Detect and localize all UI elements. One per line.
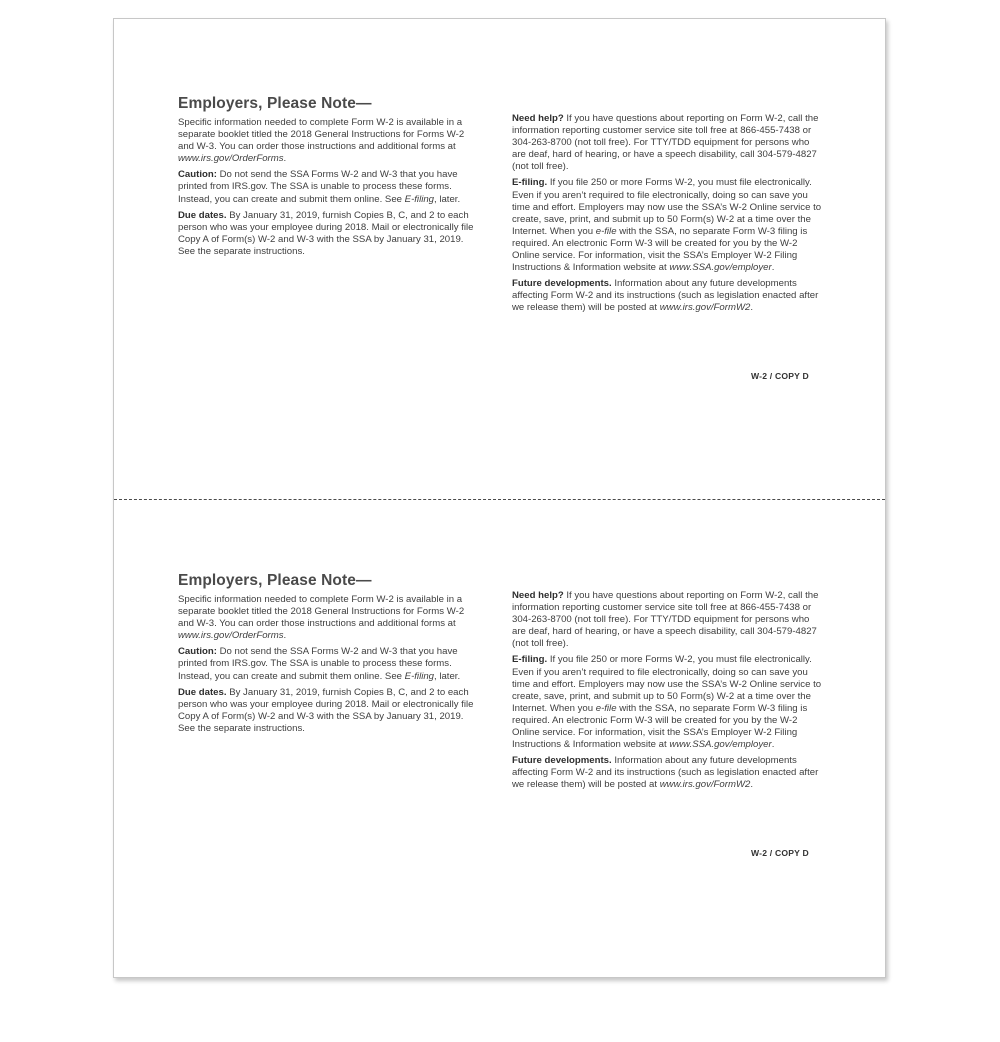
- efile-term: e-file: [595, 225, 617, 237]
- future-developments-paragraph: [512, 278, 822, 314]
- future-developments-label: Future developments.: [512, 755, 612, 767]
- efiling-paragraph: [512, 654, 822, 751]
- due-dates-label: Due dates.: [178, 209, 227, 221]
- caution-paragraph: [178, 169, 476, 205]
- order-forms-link: www.irs.gov/OrderForms: [178, 630, 284, 642]
- caution-text: Do not send the SSA Forms W-2 and W-3 that you have printed from IRS.gov. The SSA is unable to process these forms. Instead, you can create and submit them online. See: [178, 646, 458, 682]
- need-help-label: Need help?: [512, 590, 564, 601]
- perforation-line: [114, 499, 885, 500]
- form-sheet: [113, 18, 886, 978]
- efiling-text-continued: with the SSA, no separate Form W-3 filing is required. An electronic Form W-3 will be created for you by the W-2 Online service. For information, visit the SSA’s Employer W-2 Filing Instructions & Information website at: [512, 225, 808, 274]
- efiling-end: .: [771, 739, 775, 751]
- efiling-text-continued: with the SSA, no separate Form W-3 filing is required. An electronic Form W-3 will be created for you by the W-2 Online service. For information, visit the SSA’s Employer W-2 Filing Instructions & Information website at: [512, 702, 808, 751]
- order-forms-link: www.irs.gov/OrderForms: [178, 153, 284, 165]
- due-dates-text: By January 31, 2019, furnish Copies B, C, and 2 to each person who was your employee during 2018. Mail or electronically file Copy A of Form(s) W-2 and W-3 with the SSA by January 31, 2019. See the separate instructions.: [178, 209, 474, 257]
- caution-label: Caution:: [178, 169, 217, 181]
- copy-label: W-2 / COPY D: [751, 371, 809, 381]
- form-panel-top: [114, 95, 885, 565]
- efiling-end: .: [771, 262, 775, 274]
- need-help-label: Need help?: [512, 113, 564, 124]
- ssa-employer-link: www.SSA.gov/employer: [669, 262, 772, 274]
- due-dates-label: Due dates.: [178, 686, 227, 698]
- right-column: [512, 590, 822, 796]
- intro-end: .: [283, 153, 287, 165]
- future-developments-text: Information about any future developments affecting Form W-2 and its instructions (such as legislation enacted after we release them) will be posted at: [512, 278, 819, 314]
- intro-text: Specific information needed to complete Form W-2 is available in a separate booklet titled the 2018 General Instructions for Forms W-2 and W-3. You can order those instructions and additional forms at: [178, 594, 465, 630]
- need-help-paragraph: [512, 590, 822, 650]
- caution-end: , later.: [434, 670, 461, 682]
- efiling-text: If you file 250 or more Forms W-2, you must file electronically. Even if you aren’t required to file electronically, doing so can save you time and effort. Employers may now use the SSA’s W-2 Online service to create, save, print, and submit up to 50 Form(s) W-2 at a time over the Internet. When you: [512, 654, 822, 714]
- future-end: .: [750, 302, 754, 314]
- efile-term: e-file: [595, 702, 617, 714]
- need-help-text: If you have questions about reporting on Form W-2, call the information reporting customer service site toll free at 866-455-7438 or 304-263-8700 (not toll free). For TTY/TDD equipment for persons who are deaf, hard of hearing, or have a speech disability, call 304-579-4827 (not toll free).: [512, 113, 819, 173]
- due-dates-paragraph: [178, 210, 476, 258]
- caution-end: , later.: [434, 193, 461, 205]
- left-column: [178, 572, 476, 739]
- efiling-label: E-filing.: [512, 654, 548, 666]
- form-panel-bottom: [114, 572, 885, 1042]
- copy-label: W-2 / COPY D: [751, 848, 809, 858]
- future-developments-paragraph: [512, 755, 822, 791]
- left-column: [178, 95, 476, 262]
- panel-heading: Employers, Please Note—: [178, 572, 372, 589]
- intro-end: .: [283, 630, 287, 642]
- efiling-reference: E-filing: [404, 193, 434, 205]
- efiling-reference: E-filing: [404, 670, 434, 682]
- future-end: .: [750, 779, 754, 791]
- due-dates-text: By January 31, 2019, furnish Copies B, C, and 2 to each person who was your employee during 2018. Mail or electronically file Copy A of Form(s) W-2 and W-3 with the SSA by January 31, 2019. See the separate instructions.: [178, 686, 474, 734]
- ssa-employer-link: www.SSA.gov/employer: [669, 739, 772, 751]
- future-developments-label: Future developments.: [512, 278, 612, 290]
- caution-text: Do not send the SSA Forms W-2 and W-3 that you have printed from IRS.gov. The SSA is unable to process these forms. Instead, you can create and submit them online. See: [178, 169, 458, 205]
- efiling-paragraph: [512, 177, 822, 274]
- form-w2-link: www.irs.gov/FormW2: [659, 302, 751, 314]
- due-dates-paragraph: [178, 687, 476, 735]
- form-w2-link: www.irs.gov/FormW2: [659, 779, 751, 791]
- intro-text: Specific information needed to complete Form W-2 is available in a separate booklet titled the 2018 General Instructions for Forms W-2 and W-3. You can order those instructions and additional forms at: [178, 117, 465, 153]
- efiling-label: E-filing.: [512, 177, 548, 189]
- intro-paragraph: [178, 594, 476, 642]
- panel-heading: Employers, Please Note—: [178, 95, 372, 112]
- need-help-text: If you have questions about reporting on Form W-2, call the information reporting customer service site toll free at 866-455-7438 or 304-263-8700 (not toll free). For TTY/TDD equipment for persons who are deaf, hard of hearing, or have a speech disability, call 304-579-4827 (not toll free).: [512, 590, 819, 650]
- need-help-paragraph: [512, 113, 822, 173]
- intro-paragraph: [178, 117, 476, 165]
- caution-paragraph: [178, 646, 476, 682]
- right-column: [512, 113, 822, 319]
- future-developments-text: Information about any future developments affecting Form W-2 and its instructions (such as legislation enacted after we release them) will be posted at: [512, 755, 819, 791]
- caution-label: Caution:: [178, 646, 217, 658]
- efiling-text: If you file 250 or more Forms W-2, you must file electronically. Even if you aren’t required to file electronically, doing so can save you time and effort. Employers may now use the SSA’s W-2 Online service to create, save, print, and submit up to 50 Form(s) W-2 at a time over the Internet. When you: [512, 177, 822, 237]
